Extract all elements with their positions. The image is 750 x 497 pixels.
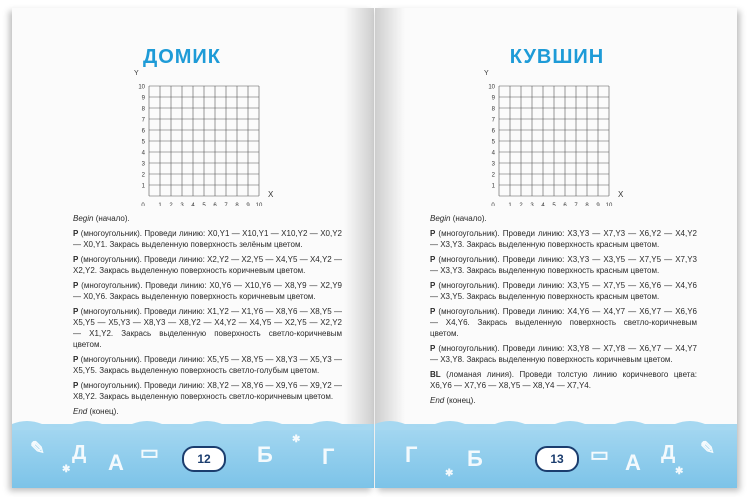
x-axis-label: X bbox=[618, 190, 624, 199]
x-tick-label: 8 bbox=[235, 203, 239, 206]
x-tick-label: 6 bbox=[563, 203, 567, 206]
x-tick-label: 8 bbox=[585, 203, 589, 206]
instruction-6: P (многоугольник). Проведи линию: X8,Y2 — X8,Y6 — X9,Y6 — X9,Y2 — X8,Y2. Закрась выделенную поверхность светло-коричневым цветом. bbox=[73, 381, 342, 401]
y-tick-label: 4 bbox=[141, 150, 145, 157]
grid-lines bbox=[149, 86, 259, 196]
end-line: End (конец). bbox=[73, 407, 119, 416]
y-tick-label: 7 bbox=[491, 117, 495, 124]
instruction-2: P (многоугольник). Проведи линию: X2,Y2 — X2,Y5 — X4,Y5 — X4,Y2 — X2,Y2. Закрась выделенную поверхность коричневым цветом. bbox=[73, 255, 342, 275]
grid-lines bbox=[499, 86, 609, 196]
letter-decoration-icon: Д bbox=[72, 442, 87, 464]
y-tick-label: 6 bbox=[491, 128, 495, 135]
x-tick-label: 5 bbox=[202, 203, 206, 206]
end-line: End (конец). bbox=[430, 396, 476, 405]
letter-decoration-icon: Г bbox=[405, 442, 418, 467]
x-tick-label: 9 bbox=[596, 203, 600, 206]
x-tick-label: 2 bbox=[519, 203, 523, 206]
x-tick-label: 7 bbox=[574, 203, 578, 206]
y-tick-label: 3 bbox=[491, 161, 495, 168]
right-page bbox=[375, 8, 737, 488]
instructions bbox=[60, 213, 342, 421]
x-tick-label: 0 bbox=[491, 203, 495, 206]
x-tick-label: 6 bbox=[213, 203, 217, 206]
letter-decoration-icon: Б bbox=[257, 442, 273, 467]
x-tick-label: 4 bbox=[541, 203, 545, 206]
instruction-3: P (многоугольник). Проведи линию: X0,Y6 — X10,Y6 — X8,Y9 — X2,Y9 — X0,Y6. Закрась выделенную поверхность коричневым цветом. bbox=[73, 281, 342, 301]
y-tick-label: 5 bbox=[491, 139, 495, 146]
page-title: КУВШИН bbox=[509, 46, 605, 68]
x-tick-label: 10 bbox=[255, 203, 263, 206]
star-icon: ✱ bbox=[445, 468, 454, 479]
y-tick-label: 6 bbox=[141, 128, 145, 135]
x-tick-label: 5 bbox=[552, 203, 556, 206]
x-tick-label: 2 bbox=[169, 203, 173, 206]
y-tick-labels bbox=[488, 85, 495, 190]
y-tick-labels bbox=[138, 85, 145, 190]
y-tick-label: 8 bbox=[141, 106, 145, 113]
x-tick-label: 0 bbox=[141, 203, 145, 206]
letter-decoration-icon: А bbox=[625, 450, 641, 475]
star-icon: ✱ bbox=[675, 466, 684, 477]
y-tick-label: 2 bbox=[141, 172, 145, 179]
x-tick-label: 4 bbox=[191, 203, 195, 206]
y-tick-label: 1 bbox=[141, 183, 145, 190]
coordinate-grid bbox=[472, 66, 632, 206]
x-tick-label: 9 bbox=[246, 203, 250, 206]
y-tick-label: 5 bbox=[141, 139, 145, 146]
y-tick-label: 8 bbox=[491, 106, 495, 113]
x-tick-label: 10 bbox=[605, 203, 613, 206]
x-tick-label: 1 bbox=[508, 203, 512, 206]
begin-line: Begin (начало). bbox=[73, 214, 130, 223]
instruction-2: P (многоугольник). Проведи линию: X3,Y3 — X3,Y5 — X7,Y5 — X7,Y3 — X3,Y3. Закрась выделенную поверхность красным цветом. bbox=[430, 255, 697, 275]
y-tick-label: 4 bbox=[491, 150, 495, 157]
y-tick-label: 10 bbox=[488, 84, 495, 91]
instructions bbox=[417, 213, 697, 410]
coordinate-grid bbox=[122, 66, 282, 206]
x-tick-labels bbox=[491, 203, 613, 206]
pencil-icon: ✎ bbox=[30, 438, 46, 458]
book-icon: ▭ bbox=[140, 442, 159, 464]
instruction-1: P (многоугольник). Проведи линию: X0,Y1 — X10,Y1 — X10,Y2 — X0,Y2 — X0,Y1. Закрась выделенную поверхность зелёным цветом. bbox=[73, 229, 342, 249]
x-tick-label: 3 bbox=[180, 203, 184, 206]
y-tick-label: 1 bbox=[491, 183, 495, 190]
x-tick-label: 1 bbox=[158, 203, 162, 206]
instruction-4: P (многоугольник). Проведи линию: X4,Y6 — X4,Y7 — X6,Y7 — X6,Y6 — X4,Y6. Закрась выделенную поверхность светло-коричневым цветом. bbox=[430, 307, 697, 338]
instruction-4: P (многоугольник). Проведи линию: X1,Y2 — X1,Y6 — X8,Y6 — X8,Y5 — X5,Y5 — X5,Y3 — X8,Y3 — X8,Y2 — X4,Y2 — X4,Y5 — X2,Y5 — X2,Y2 — X1,Y2. Закрась выделенную поверхность светло-коричневым цветом. bbox=[73, 307, 342, 349]
y-axis-label: Y bbox=[484, 70, 489, 77]
x-tick-labels bbox=[141, 203, 263, 206]
instruction-5: P (многоугольник). Проведи линию: X5,Y5 — X8,Y5 — X8,Y3 — X5,Y3 — X5,Y5. Закрась выделенную поверхность светло-голубым цветом. bbox=[73, 355, 342, 375]
star-icon: ✱ bbox=[292, 434, 301, 445]
letter-decoration-icon: Д bbox=[661, 442, 676, 464]
y-tick-label: 9 bbox=[141, 95, 145, 102]
instruction-3: P (многоугольник). Проведи линию: X3,Y5 — X7,Y5 — X6,Y6 — X4,Y6 — X3,Y5. Закрась выделенную поверхность красным цветом. bbox=[430, 281, 697, 301]
page-title: ДОМИК bbox=[142, 46, 222, 68]
y-tick-label: 3 bbox=[141, 161, 145, 168]
begin-line: Begin (начало). bbox=[430, 214, 487, 223]
letter-decoration-icon: Б bbox=[467, 446, 483, 471]
page-number: 13 bbox=[535, 446, 579, 472]
instruction-6: BL (ломаная линия). Проведи толстую линию коричневого цвета: X6,Y6 — X7,Y6 — X8,Y5 — X8,Y4 — X7,Y4. bbox=[430, 370, 697, 390]
letter-decoration-icon: Г bbox=[322, 444, 335, 469]
y-tick-label: 9 bbox=[491, 95, 495, 102]
y-axis-label: Y bbox=[134, 70, 139, 77]
instruction-1: P (многоугольник). Проведи линию: X3,Y3 — X7,Y3 — X6,Y2 — X4,Y2 — X3,Y3. Закрась выделенную поверхность красным цветом. bbox=[430, 229, 697, 249]
book-icon: ▭ bbox=[590, 444, 609, 466]
pencil-icon: ✎ bbox=[700, 438, 716, 458]
x-tick-label: 7 bbox=[224, 203, 228, 206]
x-axis-label: X bbox=[268, 190, 274, 199]
y-tick-label: 2 bbox=[491, 172, 495, 179]
star-icon: ✱ bbox=[62, 464, 71, 475]
y-tick-label: 7 bbox=[141, 117, 145, 124]
left-page bbox=[12, 8, 374, 488]
instruction-5: P (многоугольник). Проведи линию: X3,Y8 — X7,Y8 — X6,Y7 — X4,Y7 — X3,Y8. Закрась выделенную поверхность коричневым цветом. bbox=[430, 344, 697, 364]
letter-decoration-icon: А bbox=[108, 450, 124, 475]
x-tick-label: 3 bbox=[530, 203, 534, 206]
y-tick-label: 10 bbox=[138, 84, 145, 91]
page-number: 12 bbox=[182, 446, 226, 472]
